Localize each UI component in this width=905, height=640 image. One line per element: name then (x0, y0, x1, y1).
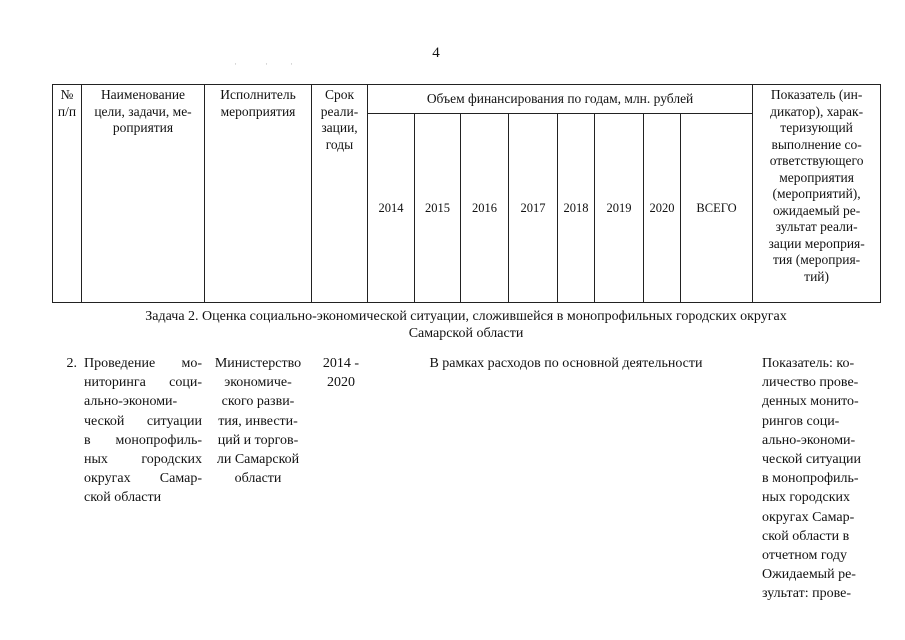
page-number: 4 (432, 45, 440, 61)
text-line: экономиче- (224, 375, 292, 391)
text-line: ской области (84, 490, 162, 506)
text-line: Проведение мо- (84, 356, 202, 371)
text-line: дикатор), харак- (770, 103, 864, 119)
row-term (315, 354, 367, 392)
text-line: № (60, 87, 74, 102)
text-line: ской области в (762, 528, 850, 544)
text-line: ций и торгов- (217, 432, 299, 448)
text-line: ответствующего (769, 153, 864, 168)
text-line: округах Самар- (762, 509, 855, 525)
row-funding: В рамках расходов по основной деятельности (429, 356, 703, 371)
text-line: ных городских (762, 490, 851, 506)
text-line: Ожидаемый ре- (762, 567, 856, 583)
scan-dot: · (265, 59, 270, 69)
text-line: Самарской области (408, 326, 524, 341)
text-line: Исполнитель (220, 87, 296, 102)
task-title (52, 308, 880, 342)
text-line: ского разви- (221, 394, 295, 410)
text-line: ческой ситуации (84, 413, 202, 429)
row-indicator (762, 354, 880, 604)
scan-dot: · (234, 59, 239, 69)
header-executor (205, 85, 312, 303)
text-line: области (234, 471, 282, 487)
text-line: зации, (321, 120, 358, 135)
header-funding-title: Объем финансирования по годам, млн. рублей (368, 85, 753, 114)
text-line: тия, инвести- (218, 413, 298, 429)
text-line: Министерство (214, 356, 302, 371)
text-line: мероприятия (779, 169, 854, 185)
text-line: мероприятия (220, 103, 296, 119)
text-line: Показатель (ин- (770, 87, 863, 102)
text-line: ально-экономи- (84, 394, 178, 410)
text-line: цели, задачи, ме- (94, 103, 192, 119)
text-line: 2014 - (322, 356, 360, 371)
header-year-cell: 2018 (558, 114, 595, 303)
text-line: в монопрофиль- (84, 432, 202, 448)
text-line: зультат: прове- (762, 586, 852, 602)
text-line: Срок (324, 87, 355, 102)
text-line: денных монито- (762, 394, 859, 410)
header-table (52, 84, 881, 303)
text-line: годы (325, 136, 354, 152)
text-line: выполнение со- (771, 136, 862, 152)
text-line: 2020 (327, 375, 355, 391)
header-term (312, 85, 368, 303)
text-line: ниторинга соци- (84, 375, 202, 391)
header-year-cell: 2020 (644, 114, 681, 303)
text-line: рингов соци- (762, 413, 840, 429)
text-line: личество прове- (762, 375, 859, 391)
text-line: ных городских (84, 452, 202, 468)
text-line: п/п (57, 103, 77, 119)
row-name (84, 354, 202, 508)
scan-dot: · (290, 59, 295, 69)
text-line: роприятия (112, 120, 174, 135)
text-line: (мероприятий), (772, 186, 861, 201)
header-year-cell: ВСЕГО (681, 114, 753, 303)
header-name (82, 85, 205, 303)
header-year-cell: 2019 (595, 114, 644, 303)
row-executor (206, 354, 310, 488)
text-line: Наименование (100, 87, 186, 102)
header-year-cell: 2014 (368, 114, 415, 303)
text-line: тий) (804, 268, 830, 284)
header-year-cell: 2017 (509, 114, 558, 303)
text-line: ли Самарской (216, 452, 300, 468)
header-year-cell: 2015 (415, 114, 461, 303)
header-year-cell: 2016 (461, 114, 509, 303)
text-line: Задача 2. Оценка социально-экономической ситуации, сложившейся в монопрофильных городских округах (145, 309, 787, 324)
text-line: зультат реали- (775, 219, 858, 234)
text-line: зации мероприя- (768, 235, 865, 251)
text-line: ально-экономи- (762, 432, 856, 448)
text-line: отчетном году (762, 548, 848, 564)
text-line: в монопрофиль- (762, 471, 859, 487)
text-line: ожидаемый ре- (772, 202, 861, 218)
text-line: теризующий (780, 120, 853, 135)
text-line: Показатель: ко- (762, 356, 855, 371)
text-line: ческой ситуации (762, 452, 862, 468)
text-line: тия (мероприя- (773, 252, 861, 267)
header-indicator (753, 85, 881, 303)
text-line: реали- (320, 103, 359, 119)
header-num (53, 85, 82, 303)
text-line: округах Самар- (84, 471, 202, 487)
row-number: 2. (66, 356, 77, 371)
